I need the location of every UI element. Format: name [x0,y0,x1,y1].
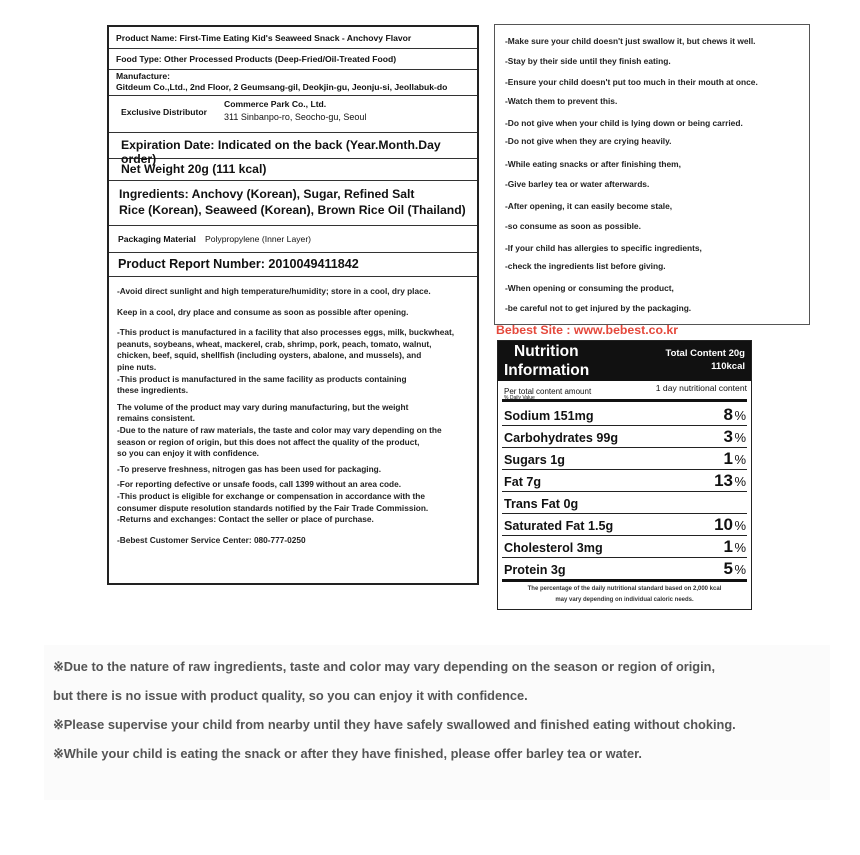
nutrient-percent: 3 [723,427,733,446]
percent-sign: % [734,430,746,445]
bebest-site-link: Bebest Site : www.bebest.co.kr [496,323,678,337]
nutrient-row [502,493,747,514]
note-line: -Avoid direct sunlight and high temperature/humidity; store in a cool, dry place. [117,286,431,296]
daily-value-label: % Daily Value [504,395,535,401]
caution-line: -Do not give when your child is lying down or being carried. [505,118,743,128]
note-line: consumer dispute resolution standards notified by the Fair Trade Commission. [117,502,429,513]
caution-line: -When opening or consuming the product, [505,283,674,293]
packaging-label: Packaging Material [118,234,196,244]
nutrient-row [502,405,747,426]
nutrient-percent: 5 [723,559,733,578]
note-line: -This product is manufactured in the same facility as products containing [117,373,407,384]
bottom-note-line: but there is no issue with product quality, so you can enjoy it with confidence. [53,688,528,703]
packaging-row [109,226,477,253]
percent-sign: % [734,518,746,533]
note-line: -Returns and exchanges: Contact the seller or place of purchase. [117,514,374,525]
percent-sign: % [734,474,746,489]
caution-line: -check the ingredients list before giving. [505,261,666,271]
percent-sign: % [734,408,746,423]
nutrition-header [498,341,751,381]
total-kcal: 110kcal [711,361,745,372]
distributor-address: 311 Sinbanpo-ro, Seocho-gu, Seoul [224,112,367,122]
note-line: these ingredients. [117,385,189,396]
footnote-line-2: may vary depending on individual caloric needs. [555,597,694,603]
nutrient-name: Carbohydrates 99g [504,431,619,445]
bottom-note-line: ※While your child is eating the snack or after they have finished, please offer barley tea or water. [53,746,642,761]
distributor-label: Exclusive Distributor [121,107,207,117]
percent-sign: % [734,452,746,467]
nutrition-title-line-2: Information [504,362,590,379]
expiration-date: Expiration Date: Indicated on the back (Year.Month.Day order) [121,138,441,166]
note-line: remains consistent. [117,413,195,424]
bottom-note-line: ※Please supervise your child from nearby until they have safely swallowed and finished eating without choking. [53,717,736,732]
nutrient-name: Fat 7g [504,475,542,489]
nutrient-name: Sodium 151mg [504,409,594,423]
caution-line: -Stay by their side until they finish eating. [505,56,671,66]
nutrient-name: Protein 3g [504,563,566,577]
footnote-line-1: The percentage of the daily nutritional standard based on 2,000 kcal [527,586,722,592]
note-line: chicken, beef, squid, shellfish (including oysters, abalone, and mussels), and [117,350,422,361]
note-line: -Bebest Customer Service Center: 080-777-0250 [117,534,306,545]
manufacture-row [109,70,477,96]
caution-line: -If your child has allergies to specific ingredients, [505,243,702,253]
nutrient-percent: 1 [723,449,733,468]
note-line: so you can enjoy it with confidence. [117,448,259,459]
note-line: season or region of origin, but this does not affect the quality of the product, [117,436,420,447]
total-content: Total Content 20g [665,348,745,359]
product-report-number: Product Report Number: 2010049411842 [118,257,359,271]
caution-box [494,24,810,325]
net-weight: Net Weight 20g (111 kcal) [121,162,267,176]
bottom-note-line: ※Due to the nature of raw ingredients, taste and color may vary depending on the season or region of origin, [53,659,716,674]
nutrient-percent: 13 [714,471,733,490]
product-info-box [107,25,479,585]
expiration-row [109,133,477,166]
food-type: Food Type: Other Processed Products (Deep-Fried/Oil-Treated Food) [116,54,397,64]
per-total-label: Per total content amount [504,387,592,396]
nutrient-row [502,471,747,492]
nutrient-row [502,427,747,448]
product-name-row [109,27,477,49]
food-type-row [109,49,477,70]
nutrient-name: Saturated Fat 1.5g [504,519,614,533]
manufacture-value: Gitdeum Co.,Ltd., 2nd Floor, 2 Geumsang-gil, Deokjin-gu, Jeonju-si, Jeollabuk-do [116,82,448,92]
caution-line: -Ensure your child doesn't put too much in their mouth at once. [505,77,758,87]
nutrient-name: Cholesterol 3mg [504,541,603,555]
manufacture-label: Manufacture: [116,71,170,81]
caution-line: -Give barley tea or water afterwards. [505,179,650,189]
ingredients-line-1: Ingredients: Anchovy (Korean), Sugar, Refined Salt [119,187,415,201]
note-line: peanuts, soybeans, wheat, mackerel, crab, shrimp, pork, peach, tomato, walnut, [117,338,432,349]
distributor-row [109,96,477,133]
ingredients-line-2: Rice (Korean), Seaweed (Korean), Brown Rice Oil (Thailand) [119,203,466,217]
note-line: -To preserve freshness, nitrogen gas has been used for packaging. [117,463,382,474]
daily-nutrition-header: 1 day nutritional content [655,383,747,393]
caution-line: -be careful not to get injured by the packaging. [505,303,692,313]
ingredients-row [109,181,477,226]
nutrient-percent: 1 [723,537,733,556]
nutrition-footnote [502,584,747,606]
note-line: -This product is eligible for exchange or compensation in accordance with the [117,490,425,501]
product-name: Product Name: First-Time Eating Kid's Seaweed Snack - Anchovy Flavor [116,33,412,43]
caution-line: -Watch them to prevent this. [505,96,618,106]
note-line: Keep in a cool, dry place and consume as soon as possible after opening. [117,306,409,317]
nutrient-name: Sugars 1g [504,453,565,467]
nutrient-row [502,449,747,470]
note-line: -Due to the nature of raw materials, the taste and color may vary depending on the [117,424,442,435]
caution-line: -While eating snacks or after finishing them, [505,159,681,169]
caution-line: -Make sure your child doesn't just swallow it, but chews it well. [505,36,756,46]
nutrition-title-line-1: Nutrition [514,343,579,360]
note-line: pine nuts. [117,361,157,372]
caution-line: -Do not give when they are crying heavily. [505,136,672,146]
nutrient-row [502,515,747,536]
nutrient-row [502,537,747,558]
note-line: -For reporting defective or unsafe foods, call 1399 without an area code. [117,479,402,490]
caution-line: -After opening, it can easily become stale, [505,201,673,211]
packaging-value: Polypropylene (Inner Layer) [205,234,312,244]
percent-sign: % [734,540,746,555]
caution-line: -so consume as soon as possible. [505,221,641,231]
nutrition-table [497,340,752,610]
note-line: The volume of the product may vary during manufacturing, but the weight [117,401,409,412]
nutrient-name: Trans Fat 0g [504,497,579,511]
nutrient-percent: 8 [723,405,733,424]
report-number-row [109,253,477,277]
note-line: -This product is manufactured in a facility that also processes eggs, milk, buckwheat, [117,327,455,338]
nutrition-subheader [502,382,747,402]
nutrient-percent: 10 [714,515,733,534]
product-notes [117,286,477,546]
nutrient-row [502,559,747,582]
net-weight-row [109,159,477,181]
distributor-name: Commerce Park Co., Ltd. [224,99,327,109]
percent-sign: % [734,562,746,577]
